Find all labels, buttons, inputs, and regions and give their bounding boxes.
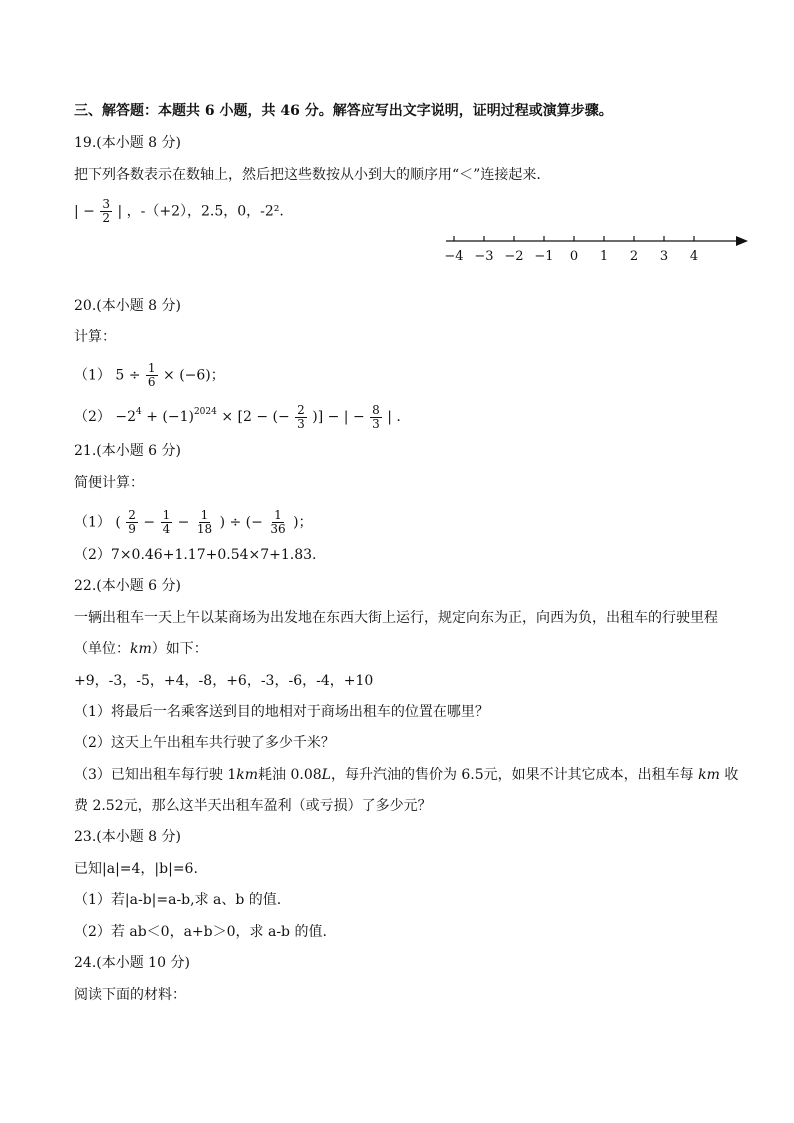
- q20-p2-c-den: 3: [297, 416, 305, 431]
- q21-mid: ) ÷ (−: [219, 514, 263, 531]
- q21-minus-2: −: [177, 514, 190, 531]
- q19-header: 19.(本小题 8 分): [74, 135, 181, 151]
- q22-line2-a: （单位：: [74, 641, 130, 657]
- q21-label: 简便计算：: [74, 475, 144, 491]
- q22-p3-c: ，每升汽油的售价为 6.5元，如果不计其它成本，出租车每: [330, 767, 699, 783]
- q22-p3-b: 耗油 0.08: [258, 767, 322, 783]
- number-line-arrow: [736, 236, 748, 246]
- q21-f1-den: 9: [128, 522, 136, 536]
- q23-part2: （2）若 ab＜0，a+b＞0，求 a-b 的值.: [74, 924, 327, 940]
- q20-p2-fraction-2: [370, 404, 382, 431]
- q22-p3-L: L: [321, 767, 331, 783]
- number-line: [440, 228, 760, 268]
- q22-line2: [74, 639, 208, 659]
- q21-f1-num: 2: [128, 508, 136, 522]
- q19-numbers: [74, 198, 284, 225]
- q21-f2-den: 4: [162, 522, 171, 536]
- q21-p1-label: （1）: [74, 514, 111, 531]
- q20-p1-den: 6: [147, 375, 156, 389]
- q21-minus-1: −: [143, 514, 156, 531]
- number-line-tick-label: 4: [689, 249, 699, 264]
- q20-p2-label: （2）: [74, 409, 111, 425]
- q19-abs-open: | −: [74, 203, 95, 220]
- q24-header: 24.(本小题 10 分): [74, 955, 190, 971]
- q20-p1-num: 1: [147, 361, 156, 375]
- q22-p3-a: （3）已知出租车每行驶 1: [74, 767, 237, 783]
- q21-frac-1: [126, 509, 138, 536]
- q21-header: 21.(本小题 6 分): [74, 443, 181, 459]
- number-line-tick-label: 2: [629, 249, 639, 264]
- q22-line2-b: ）如下：: [151, 641, 208, 657]
- number-line-tick-label: 3: [659, 249, 669, 264]
- q20-label: 计算：: [74, 329, 116, 345]
- number-line-tick-label: 1: [599, 249, 609, 264]
- q21-f4-den: 36: [270, 522, 286, 536]
- q21-f2-num: 1: [162, 508, 171, 522]
- q22-part3: [74, 765, 738, 785]
- q20-p1-label: （1）: [74, 367, 111, 384]
- q23-given: 已知|a|=4，|b|=6.: [74, 861, 198, 877]
- number-line-tick-label: −3: [474, 249, 494, 264]
- q21-part1: [74, 509, 313, 536]
- q20-p2-a: −2: [115, 409, 137, 425]
- q20-p2-e: | .: [387, 409, 401, 425]
- q19-frac-num: 3: [102, 197, 110, 211]
- q21-frac-3: [195, 509, 214, 536]
- q20-p1-fraction: [146, 362, 158, 389]
- q20-part1: [74, 362, 225, 389]
- number-line-tick-label: −1: [534, 249, 554, 264]
- q22-part1: （1）将最后一名乘客送到目的地相对于商场出租车的位置在哪里？: [74, 704, 489, 720]
- q22-part3-line2: 费 2.52元，那么这半天出租车盈利（或亏损）了多少元？: [74, 798, 432, 814]
- q20-part2: [74, 402, 401, 431]
- q23-part1: （1）若|a-b|=a-b,求 a、b 的值.: [74, 892, 282, 908]
- q21-frac-4: [268, 509, 287, 536]
- q21-p1-close: )；: [293, 514, 313, 531]
- q21-f4-num: 1: [274, 508, 282, 522]
- q20-p1-post: × (−6)；: [163, 367, 225, 384]
- q22-data: +9，-3，-5，+4，-8，+6，-3，-6，-4，+10: [74, 673, 374, 689]
- q22-p3-d: 收: [719, 767, 739, 783]
- q20-p2-c: × [2 − (−: [221, 409, 290, 425]
- q21-frac-2: [161, 509, 173, 536]
- q22-p3-km2: km: [698, 767, 720, 783]
- q20-p2-d: )] − | −: [312, 409, 365, 425]
- q19-frac-den: 2: [102, 211, 110, 225]
- q22-part2: （2）这天上午出租车共行驶了多少千米？: [74, 735, 335, 751]
- q22-line1: 一辆出租车一天上午以某商场为出发地在东西大街上运行，规定向东为正，向西为负，出租车的行驶里程: [74, 610, 718, 626]
- q21-f3-den: 18: [196, 522, 213, 536]
- q20-p2-c-num: 2: [297, 402, 305, 417]
- q20-header: 20.(本小题 8 分): [74, 298, 181, 314]
- q19-fraction: [100, 198, 112, 225]
- q20-p2-b: + (−1): [146, 409, 194, 425]
- q23-header: 23.(本小题 8 分): [74, 829, 181, 845]
- section-title: 三、解答题：本题共 6 小题，共 46 分。解答应写出文字说明，证明过程或演算步骤。: [74, 103, 613, 119]
- q20-p1-pre: 5 ÷: [115, 367, 141, 384]
- number-line-tick-label: −2: [504, 249, 524, 264]
- q22-unit: km: [130, 641, 152, 657]
- q20-p2-a-sup: 4: [136, 407, 142, 417]
- q22-p3-km1: km: [236, 767, 259, 783]
- q21-p1-open: (: [115, 514, 121, 531]
- number-line-tick-label: −4: [444, 249, 464, 264]
- q24-text: 阅读下面的材料：: [74, 987, 186, 1003]
- q21-part2: （2）7×0.46+1.17+0.54×7+1.83.: [74, 547, 317, 563]
- q20-p2-b-sup: 2024: [193, 407, 217, 417]
- q22-header: 22.(本小题 6 分): [74, 578, 181, 594]
- number-line-tick-label: 0: [569, 249, 579, 264]
- q20-p2-fraction-1: [295, 404, 307, 431]
- q20-p2-d-den: 3: [372, 416, 380, 431]
- q19-instruction: 把下列各数表示在数轴上，然后把这些数按从小到大的顺序用“＜”连接起来.: [74, 167, 541, 183]
- q21-f3-num: 1: [200, 508, 209, 522]
- q20-p2-d-num: 8: [372, 402, 380, 417]
- q19-rest: | ，-（+2），2.5，0，-2².: [117, 203, 284, 220]
